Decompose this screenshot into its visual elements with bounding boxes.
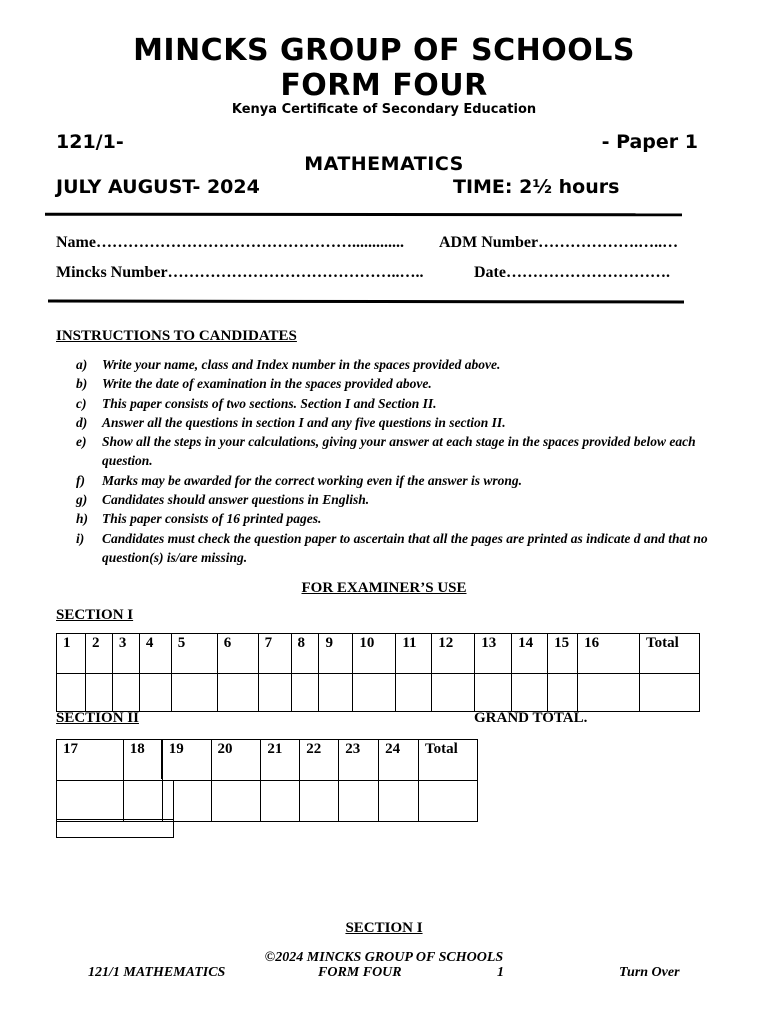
- question-header: 7: [258, 634, 291, 674]
- date-field[interactable]: Date………………………….: [474, 264, 670, 281]
- score-cell[interactable]: [171, 674, 217, 712]
- exam-duration: TIME: 2½ hours: [453, 176, 620, 198]
- divider-fields: [48, 300, 684, 304]
- question-header: 3: [112, 634, 139, 674]
- score-cell[interactable]: [112, 674, 139, 712]
- form-level: FORM FOUR: [280, 68, 488, 103]
- examiners-use-heading: FOR EXAMINER’S USE: [301, 580, 467, 596]
- table-header-row: [57, 634, 700, 674]
- score-row: [57, 674, 700, 712]
- paper-code: 121/1-: [56, 131, 124, 153]
- exam-body: Kenya Certificate of Secondary Education: [231, 102, 537, 117]
- section-2-score-table: [56, 739, 478, 822]
- question-header: 6: [217, 634, 258, 674]
- score-cell[interactable]: [432, 674, 475, 712]
- instructions-heading: INSTRUCTIONS TO CANDIDATES: [56, 328, 297, 344]
- total-header: Total: [639, 634, 699, 674]
- instruction-item: g) Candidates should answer questions in English.: [76, 492, 370, 508]
- question-header: 14: [512, 634, 548, 674]
- table-divider-line: [161, 739, 162, 779]
- section-1-label: SECTION I: [56, 607, 134, 623]
- question-header: 22: [300, 740, 339, 781]
- grand-total-label: GRAND TOTAL.: [474, 710, 588, 726]
- divider-top: [45, 213, 682, 217]
- score-cell[interactable]: [512, 674, 548, 712]
- question-header: 8: [291, 634, 319, 674]
- score-cell[interactable]: [319, 674, 353, 712]
- total-header: Total: [419, 740, 478, 781]
- score-cell[interactable]: [85, 674, 112, 712]
- footer-paper-code: 121/1 MATHEMATICS: [88, 965, 226, 980]
- paper-number: - Paper 1: [601, 131, 698, 153]
- instruction-item: c) This paper consists of two sections. Section I and Section II.: [76, 395, 437, 411]
- score-cell[interactable]: [261, 781, 300, 822]
- exam-session: JULY AUGUST- 2024: [56, 176, 260, 198]
- table-header-row: [57, 740, 478, 781]
- score-cell[interactable]: [217, 674, 258, 712]
- score-cell[interactable]: [353, 674, 396, 712]
- instruction-item: a) Write your name, class and Index number in the spaces provided above.: [76, 357, 501, 372]
- name-field[interactable]: Name………………………………………….............: [56, 234, 404, 251]
- score-cell[interactable]: [258, 674, 291, 712]
- score-cell[interactable]: [57, 781, 124, 822]
- mincks-number-field[interactable]: Mincks Number……………………………………..…..: [56, 264, 424, 281]
- score-cell[interactable]: [211, 781, 261, 822]
- footer-form: FORM FOUR: [318, 965, 402, 980]
- score-cell[interactable]: [173, 781, 211, 822]
- score-cell[interactable]: [162, 781, 173, 822]
- footer-turn-over: Turn Over: [619, 965, 680, 980]
- total-cell[interactable]: [419, 781, 478, 822]
- instruction-item: h) This paper consists of 16 printed pages.: [76, 511, 322, 527]
- question-header: 23: [339, 740, 379, 781]
- instructions-list: [76, 355, 716, 567]
- footer-page-number: 1: [497, 965, 504, 980]
- question-header: 18: [123, 740, 162, 781]
- instruction-item: i) Candidates must check the question paper to ascertain that all the pages are printed as indicate d and that no question(s) is/are missing.: [76, 530, 708, 565]
- total-cell[interactable]: [639, 674, 699, 712]
- question-header: 11: [396, 634, 432, 674]
- adm-number-field[interactable]: ADM Number……………….…..…: [439, 234, 679, 251]
- subject-title: MATHEMATICS: [304, 153, 464, 175]
- score-cell[interactable]: [139, 674, 171, 712]
- question-header: 16: [578, 634, 640, 674]
- instruction-item: d) Answer all the questions in section I and any five questions in section II.: [76, 414, 506, 430]
- question-header: 15: [548, 634, 578, 674]
- question-header: 4: [139, 634, 171, 674]
- question-header: 20: [211, 740, 261, 781]
- grand-total-box[interactable]: [56, 819, 174, 838]
- score-cell[interactable]: [396, 674, 432, 712]
- footer-copyright: ©2024 MINCKS GROUP OF SCHOOLS: [264, 950, 504, 965]
- question-header: 17: [57, 740, 124, 781]
- instruction-item: b) Write the date of examination in the spaces provided above.: [76, 376, 432, 392]
- section-2-label: SECTION II: [56, 710, 139, 726]
- question-header: 24: [379, 740, 419, 781]
- question-header: 2: [85, 634, 112, 674]
- question-header: 19: [162, 740, 211, 781]
- question-header: 5: [171, 634, 217, 674]
- section-1-score-table: [56, 633, 700, 712]
- question-header: 9: [319, 634, 353, 674]
- question-header: 13: [475, 634, 512, 674]
- instruction-item: f) Marks may be awarded for the correct working even if the answer is wrong.: [76, 472, 523, 488]
- question-header: 1: [57, 634, 86, 674]
- score-cell[interactable]: [578, 674, 640, 712]
- school-name: MINCKS GROUP OF SCHOOLS: [133, 33, 635, 68]
- question-header: 10: [353, 634, 396, 674]
- score-cell[interactable]: [57, 674, 86, 712]
- score-cell[interactable]: [339, 781, 379, 822]
- question-header: 21: [261, 740, 300, 781]
- score-cell[interactable]: [291, 674, 319, 712]
- score-row: [57, 781, 478, 822]
- question-header: 12: [432, 634, 475, 674]
- section-1-heading: SECTION I: [345, 920, 423, 936]
- instruction-item: e) Show all the steps in your calculations, giving your answer at each stage in the spaces provided below each question.: [76, 434, 696, 469]
- score-cell[interactable]: [379, 781, 419, 822]
- score-cell[interactable]: [123, 781, 162, 822]
- score-cell[interactable]: [475, 674, 512, 712]
- score-cell[interactable]: [300, 781, 339, 822]
- score-cell[interactable]: [548, 674, 578, 712]
